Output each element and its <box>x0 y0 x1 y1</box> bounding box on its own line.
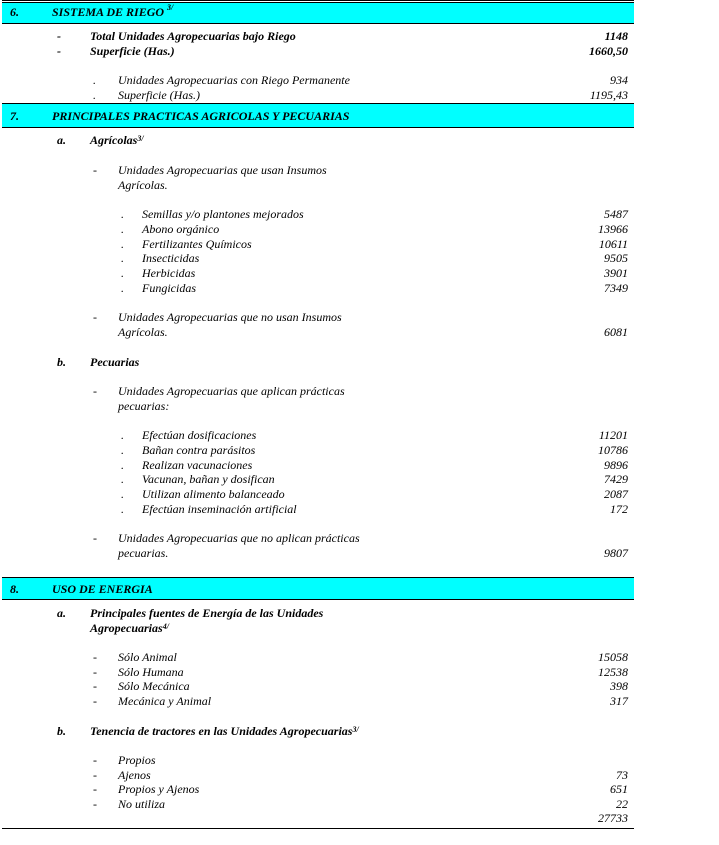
bullet: . <box>121 266 124 280</box>
subsection-title: Tenencia de tractores en las Unidades Agropecuarias$^{3/}$ <box>90 724 359 738</box>
section-8-header <box>2 577 634 600</box>
group-label-cont: pecuarias. <box>118 546 169 560</box>
bullet: . <box>121 458 124 472</box>
row-value: 1148 <box>604 29 628 43</box>
item-label: Vacunan, bañan y dosifican <box>142 472 275 486</box>
bullet: - <box>93 753 97 767</box>
subsection-letter: b. <box>57 724 66 738</box>
row-value: 1195,43 <box>589 88 628 102</box>
subsection-title: Pecuarias <box>90 355 140 369</box>
item-value: 10786 <box>598 443 628 457</box>
bullet: . <box>121 237 124 251</box>
item-value: 7349 <box>604 281 628 295</box>
item-value: 7429 <box>604 472 628 486</box>
subsection-title: Principales fuentes de Energía de las Unidades <box>90 606 324 620</box>
subsection-letter: b. <box>57 355 66 369</box>
bullet: - <box>93 384 97 398</box>
item-value: 5487 <box>604 207 628 221</box>
footnote-ref: 3/ <box>137 134 144 143</box>
bullet: - <box>93 531 97 545</box>
item-label: Ajenos <box>118 768 151 782</box>
group-label-cont: pecuarias: <box>118 399 170 413</box>
bottom-rule <box>2 828 634 829</box>
row-value: 1660,50 <box>589 44 628 58</box>
bullet: . <box>121 443 124 457</box>
bullet: - <box>93 650 97 664</box>
item-label: Sólo Animal <box>118 650 177 664</box>
item-value: 11201 <box>598 428 628 442</box>
footnote-ref: 3/ <box>167 3 174 12</box>
item-value: 172 <box>610 502 628 516</box>
bullet: . <box>121 502 124 516</box>
bullet: - <box>93 797 97 811</box>
group-label-cont: Agrícolas. <box>118 325 168 339</box>
item-label: Realizan vacunaciones <box>142 458 253 472</box>
section-6-header <box>2 2 634 24</box>
footnote-ref: 4/ <box>162 622 169 631</box>
subsection-title: Agrícolas$^{3/}$ <box>90 133 144 147</box>
section-title: USO DE ENERGIA <box>52 582 153 596</box>
bullet: . <box>121 487 124 501</box>
bullet: . <box>121 281 124 295</box>
item-value: 3901 <box>604 266 628 280</box>
row-value: 934 <box>610 73 628 87</box>
item-value: 2087 <box>604 487 628 501</box>
total-value: 27733 <box>598 811 628 825</box>
section-number: 8. <box>10 582 19 596</box>
row-label: Superficie (Has.) <box>118 88 200 102</box>
item-value: 13966 <box>598 222 628 236</box>
row-label: Total Unidades Agropecuarias bajo Riego <box>90 29 296 43</box>
bullet: . <box>121 472 124 486</box>
item-label: Fertilizantes Químicos <box>142 237 252 251</box>
section-7-header <box>2 103 634 128</box>
item-value: 9896 <box>604 458 628 472</box>
bullet: . <box>121 251 124 265</box>
item-label: Bañan contra parásitos <box>142 443 256 457</box>
item-value: 9505 <box>604 251 628 265</box>
item-label: Mecánica y Animal <box>118 694 212 708</box>
item-value: 12538 <box>598 665 628 679</box>
group-value: 9807 <box>604 546 628 560</box>
item-label: Insecticidas <box>142 251 200 265</box>
item-label: Propios <box>118 753 156 767</box>
item-value: 15058 <box>598 650 628 664</box>
bullet: - <box>93 665 97 679</box>
item-label: Utilizan alimento balanceado <box>142 487 285 501</box>
group-label: Unidades Agropecuarias que no usan Insumos <box>118 310 342 324</box>
bullet: . <box>93 88 96 102</box>
bullet: - <box>93 782 97 796</box>
group-value: 6081 <box>604 325 628 339</box>
item-label: Abono orgánico <box>142 222 220 236</box>
bullet: - <box>57 44 61 58</box>
bullet: - <box>93 768 97 782</box>
group-label: Unidades Agropecuarias que aplican prácticas <box>118 384 345 398</box>
item-label: Propios y Ajenos <box>118 782 200 796</box>
bullet: . <box>93 73 96 87</box>
group-label: Unidades Agropecuarias que no aplican prácticas <box>118 531 360 545</box>
bullet: - <box>93 163 97 177</box>
subsection-letter: a. <box>57 606 66 620</box>
item-label: Efectúan inseminación artificial <box>142 502 297 516</box>
bullet: . <box>121 428 124 442</box>
item-value: 651 <box>610 782 628 796</box>
group-label-cont: Agrícolas. <box>118 178 168 192</box>
bullet: - <box>57 29 61 43</box>
row-label: Unidades Agropecuarias con Riego Permanente <box>118 73 350 87</box>
item-value: 398 <box>610 679 628 693</box>
top-rule <box>2 0 634 1</box>
item-value: 22 <box>616 797 628 811</box>
item-label: Sólo Mecánica <box>118 679 190 693</box>
item-label: Herbicidas <box>142 266 196 280</box>
bullet: - <box>93 679 97 693</box>
bullet: . <box>121 207 124 221</box>
footnote-ref: 3/ <box>352 725 359 734</box>
section-title: SISTEMA DE RIEGO $^{3/}$ <box>52 3 174 19</box>
item-value: 73 <box>616 768 628 782</box>
group-label: Unidades Agropecuarias que usan Insumos <box>118 163 327 177</box>
section-title: PRINCIPALES PRACTICAS AGRICOLAS Y PECUARIAS <box>52 109 350 123</box>
item-label: No utiliza <box>118 797 166 811</box>
section-number: 6. <box>10 5 19 19</box>
item-label: Efectúan dosificaciones <box>142 428 257 442</box>
subsection-title-cont: Agropecuarias$^{4/}$ <box>90 621 169 635</box>
row-label: Superficie (Has.) <box>90 44 175 58</box>
bullet: - <box>93 694 97 708</box>
item-label: Semillas y/o plantones mejorados <box>142 207 304 221</box>
bullet: . <box>121 222 124 236</box>
item-value: 10611 <box>598 237 628 251</box>
item-label: Sólo Humana <box>118 665 184 679</box>
bullet: - <box>93 310 97 324</box>
item-label: Fungicidas <box>142 281 196 295</box>
item-value: 317 <box>610 694 628 708</box>
subsection-letter: a. <box>57 133 66 147</box>
section-number: 7. <box>10 109 19 123</box>
